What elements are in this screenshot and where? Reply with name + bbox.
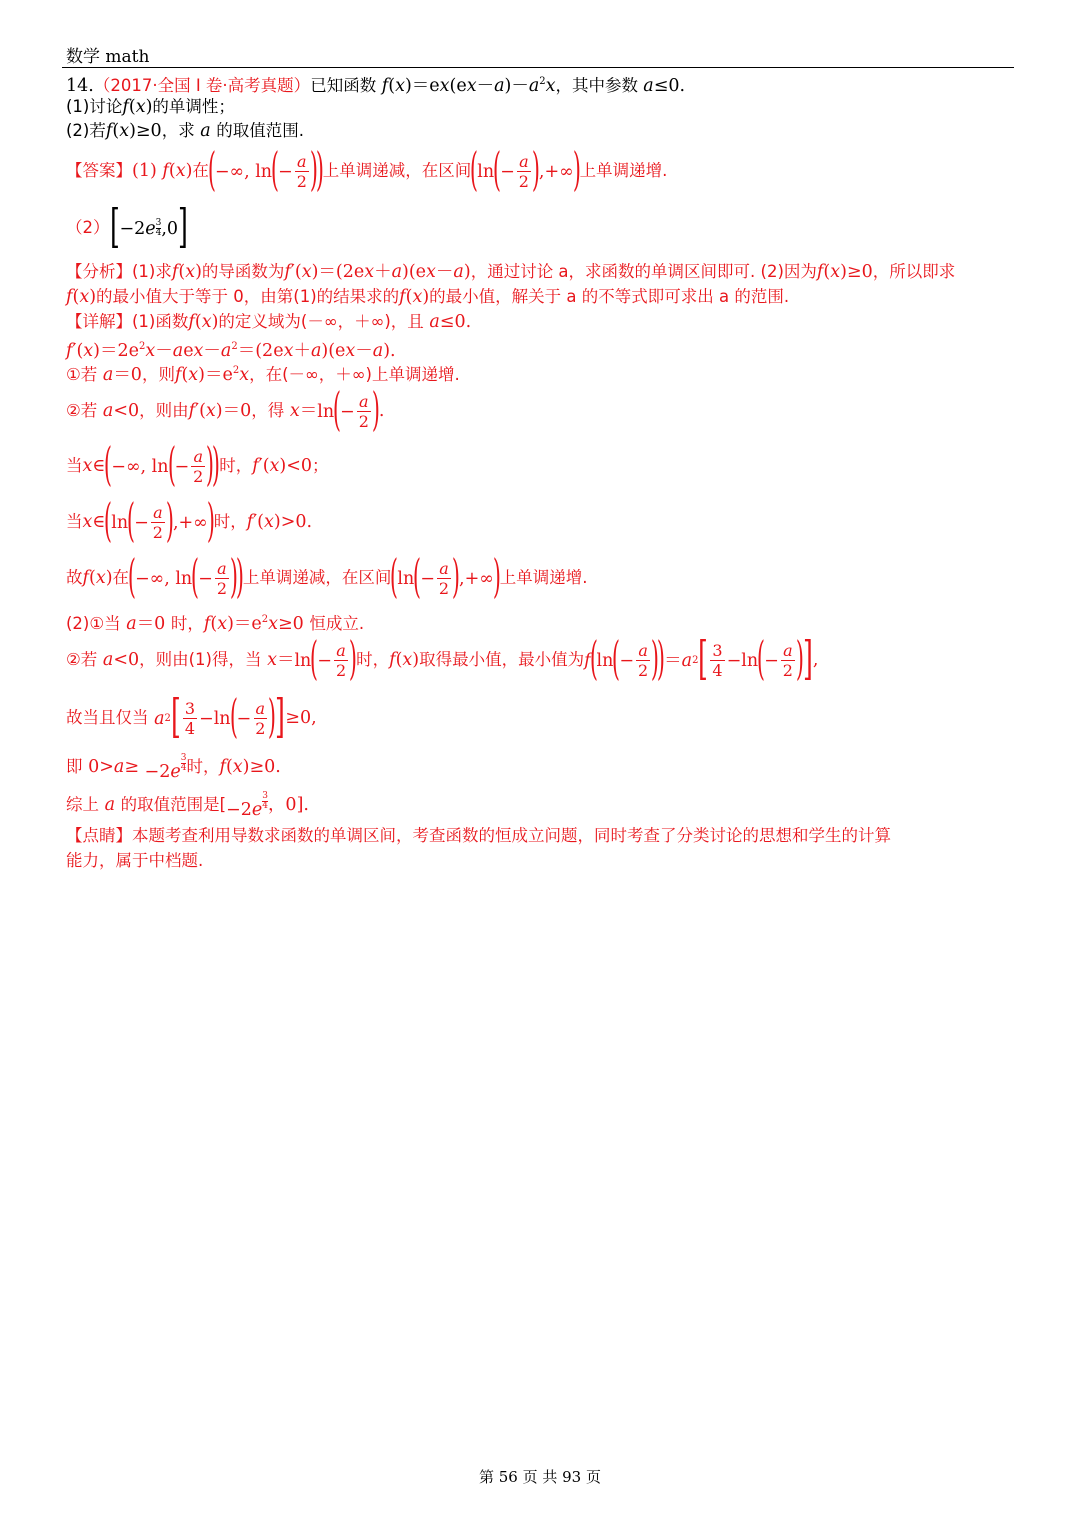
analysis-line2: f(x)的最小值大于等于 0，由第(1)的结果求的f(x)的最小值，解关于 a 的不等式即可求出 a 的范围. [66,287,790,307]
answer-line1: 【答案】(1) f(x)在 ( −∞, ln ( − $\frac{a}{2}$ ) ) 上单调递减，在区间 ( ln ( − $\frac{a}{2}$ ) ,+∞ ) 上单调递增. [66,141,668,196]
analysis-line1: 【分析】(1)求f(x)的导函数为f′(x)＝(2ex＋a)(ex－a)，通过讨论 a，求函数的单调区间即可. (2)因为f(x)≥0，所以即求 [66,262,956,282]
analysis-tag: 【分析】 [66,262,132,281]
detail-final: 综上 a 的取值范围是[−2e $\frac{3}{4}$ ，0]. [66,791,309,820]
problem-part2: (2)若f(x)≥0，求 a 的取值范围. [66,121,305,141]
comment-tag: 【点睛】 [66,826,132,845]
answer-tag: 【答案】 [66,161,132,180]
detail-interval-inc: 当x∈ ( ln ( − $\frac{a}{2}$ ) ,+∞ ) 时，f′(x)>0. [66,492,313,547]
detail-part2-case1: (2)①当 a＝0 时，$f(x)=e^2x\ge 0$ 恒成立. [66,613,365,634]
detail-derivative: $f'(x)=2e^2x-aex-a^2=(2ex+a)(ex-a)$. [66,340,396,361]
detail-case1: ①若 a＝0，则$f(x)=e^2x$，在(－∞，＋∞)上单调递增. [66,364,460,385]
problem-source: （2017·全国 I 卷·高考真题） [93,75,311,95]
page-footer: 第 56 页 共 93 页 [478,1468,601,1486]
detail-iff: 故当且仅当 a 2 [ $\frac{3}{4}$ −ln ( − $\frac{a}{2}$ ) ] ≥0, [66,688,317,743]
detail-tag: 【详解】 [66,312,132,331]
detail-case2: ②若 a<0，则由f′(x)＝0，得 x＝ln ( − $\frac{a}{2}$ ) . [66,381,385,436]
detail-conclusion1: 故f(x)在 ( −∞, ln ( − $\frac{a}{2}$ ) ) 上单调递减，在区间 ( ln ( − $\frac{a}{2}$ ) ,+∞ ) 上单调递增. [66,548,588,603]
comment-line1: 【点睛】本题考查利用导数求函数的单调区间，考查函数的恒成立问题，同时考查了分类讨论的思想和学生的计算 [66,826,891,845]
answer-line2: （2） [ −2 e 3 4 ,0 ] [66,198,188,253]
problem-stem: 14.（2017·全国 I 卷·高考真题）已知函数 $f(x)=ex(ex-a)-a^2x$，其中参数 a≤0. [66,75,686,96]
comment-line2: 能力，属于中档题. [66,851,204,870]
detail-range-condition: 即 0>a≥ −2e $\frac{3}{4}$ 时，f(x)≥0. [66,753,281,782]
page-header: 数学 math [66,47,150,67]
problem-part1: (1)讨论f(x)的单调性； [66,97,235,117]
header-rule [62,67,1014,68]
detail-part2-case2: ②若 a<0，则由(1)得，当 x＝ln ( − $\frac{a}{2}$ ) 时，f(x)取得最小值，最小值为 f ( ln ( − $\frac{a}{2}$ ) ) ＝ a 2 [ $\frac{3}{4}$ −ln ( − $\frac{a}{2}$ ) ] , [66,630,819,685]
detail-interval-dec: 当x∈ ( −∞, ln ( − $\frac{a}{2}$ ) ) 时，f′(x)<0； [66,436,329,491]
problem-number: 14. [66,75,94,96]
detail-line1: 【详解】(1)函数f(x)的定义域为(－∞，＋∞)，且 a≤0. [66,312,472,332]
